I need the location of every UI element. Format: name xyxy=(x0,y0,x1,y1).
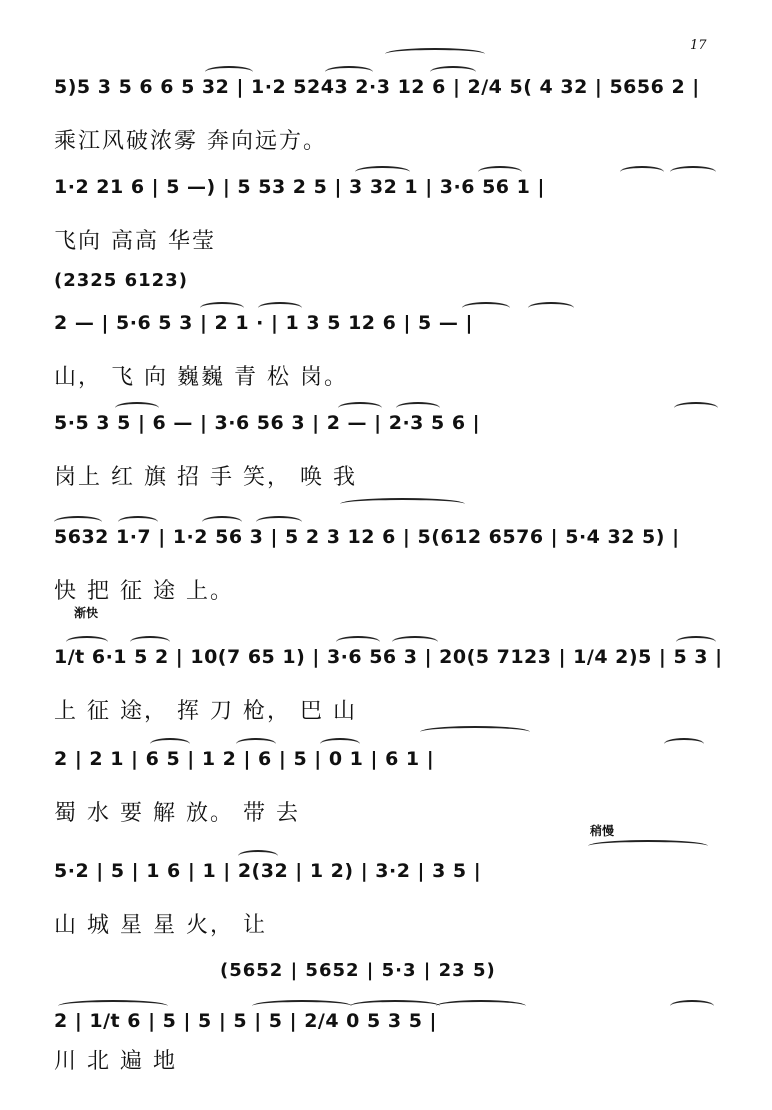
music-system-7 xyxy=(0,748,772,848)
lyrics: 乘江风破浓雾 奔向远方。 xyxy=(54,129,327,154)
instrumental-interlude: (5652 | 5652 | 5·3 | 23 5) xyxy=(220,960,496,981)
music-system-4 xyxy=(0,412,772,512)
slur xyxy=(670,1000,714,1012)
jianpu-notes: 1/t 6·1 5 2 | 10(7 65 1) | 3·6 56 3 | 20(5 7123 | 1/4 2)5 | 5 3 | xyxy=(54,646,723,668)
music-system-1 xyxy=(0,76,772,176)
jianpu-notes: 1·2 21 6 | 5 —) | 5 53 2 5 | 3 32 1 | 3·6 56 1 | xyxy=(54,176,545,198)
jianpu-notes: 2 | 1/t 6 | 5 | 5 | 5 | 5 | 2/4 0 5 3 5 | xyxy=(54,1010,437,1032)
jianpu-notes: 5·5 3 5 | 6 — | 3·6 56 3 | 2 — | 2·3 5 6 | xyxy=(54,412,481,434)
music-system-2 xyxy=(0,176,772,276)
slur xyxy=(340,498,465,510)
music-system-3 xyxy=(0,270,772,412)
slur xyxy=(674,402,718,414)
jianpu-notes: 2 | 2 1 | 6 5 | 1 2 | 6 | 5 | 0 1 | 6 1 | xyxy=(54,748,435,770)
lyrics: 快 把 征 途 上。 xyxy=(54,579,234,604)
instrumental-interlude: (2325 6123) xyxy=(54,270,188,291)
slur xyxy=(420,726,530,738)
lyrics: 上 征 途， 挥 刀 枪， 巴 山 xyxy=(54,699,357,724)
lyrics: 飞向 高高 华莹 xyxy=(54,229,216,254)
music-system-5 xyxy=(0,526,772,626)
lyrics: 岗上 红 旗 招 手 笑， 唤 我 xyxy=(54,465,357,490)
lyrics: 山， 飞 向 巍巍 青 松 岗。 xyxy=(54,365,348,390)
tempo-marking: 渐快 xyxy=(74,606,99,620)
jianpu-notes: 5)5 3 5 6 6 5 32 | 1·2 5243 2·3 12 6 | 2/4 5( 4 32 | 5656 2 | xyxy=(54,76,700,98)
slur xyxy=(664,738,704,750)
slur xyxy=(670,166,716,178)
jianpu-notes: 5·2 | 5 | 1 6 | 1 | 2(32 | 1 2) | 3·2 | 3 5 | xyxy=(54,860,482,882)
slur xyxy=(528,302,574,314)
lyrics: 山 城 星 星 火， 让 xyxy=(54,913,267,938)
slur xyxy=(436,1000,526,1012)
music-system-6 xyxy=(0,606,772,746)
jianpu-notes: 2 — | 5·6 5 3 | 2 1 · | 1 3 5 12 6 | 5 — | xyxy=(54,312,473,334)
lyrics: 蜀 水 要 解 放。 带 去 xyxy=(54,801,300,826)
page-number: 17 xyxy=(690,38,707,53)
slur xyxy=(385,48,485,60)
music-system-9 xyxy=(0,960,772,1110)
slur xyxy=(588,840,708,852)
jianpu-notes: 5632 1·7 | 1·2 56 3 | 5 2 3 12 6 | 5(612 6576 | 5·4 32 5) | xyxy=(54,526,680,548)
tempo-marking: 稍慢 xyxy=(590,824,615,838)
music-system-8 xyxy=(0,824,772,960)
lyrics: 川 北 遍 地 xyxy=(54,1049,177,1074)
slur xyxy=(620,166,664,178)
